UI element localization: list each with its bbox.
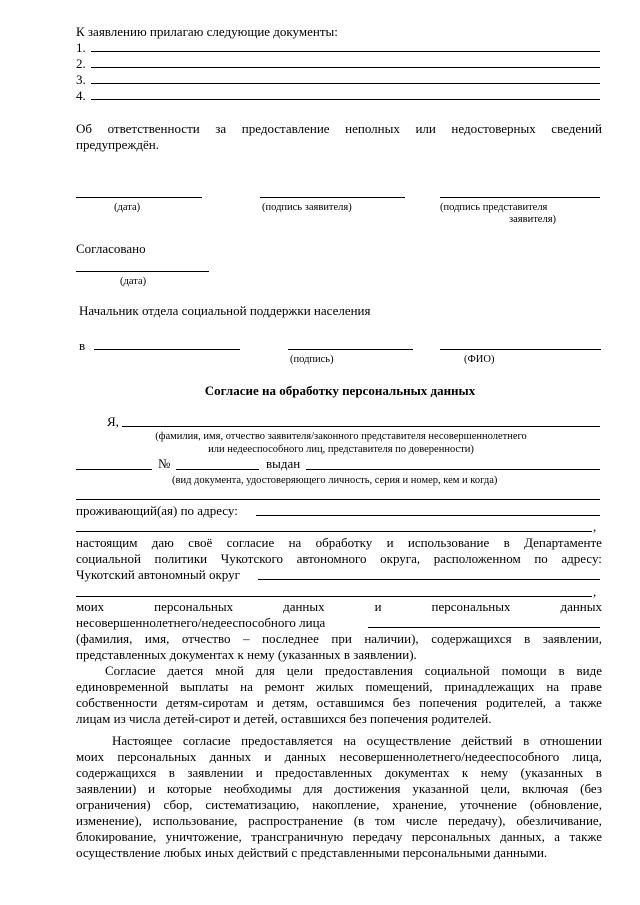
- attachment-item-4-number: 4.: [76, 88, 86, 103]
- para2-line-6: изменение), использование, распространение (в том числе передачу), обезличивание,: [76, 813, 602, 828]
- approval-head-title: Начальник отдела социальной поддержки населения: [79, 303, 371, 318]
- representative-signature-caption-1: (подпись представителя: [440, 202, 548, 213]
- attachment-item-2-number: 2.: [76, 56, 86, 71]
- para1-line-3: собственности детям-сиротам и детям, оставшимся без попечения родителей, а также: [76, 695, 602, 710]
- applicant-signature-caption: (подпись заявителя): [262, 202, 352, 213]
- para1-line-2: единовременной выплаты на ремонт жилых помещений, принадлежащих на праве: [76, 679, 602, 694]
- residing-label: проживающий(ая) по адресу:: [76, 503, 238, 518]
- doc-issued-label: выдан: [266, 456, 301, 471]
- attachment-item-2-line[interactable]: [91, 67, 600, 68]
- doc-number-line[interactable]: [176, 469, 259, 470]
- consent-line-a: настоящим даю своё согласие на обработку и использование в Департаменте: [76, 535, 602, 550]
- consent-title: Согласие на обработку персональных данных: [204, 383, 476, 398]
- applicant-signature-line[interactable]: [260, 197, 405, 198]
- attachment-item-3-line[interactable]: [91, 83, 600, 84]
- para2-line-3: содержащихся в заявлении и предоставленных документах к нему (указанных в: [76, 765, 602, 780]
- consent-region: Чукотский автономный округ: [76, 567, 240, 582]
- approval-signature-caption: (подпись): [290, 354, 334, 365]
- address-comma: ,: [593, 519, 597, 534]
- address-line-2[interactable]: [76, 531, 592, 532]
- doc-extra-line[interactable]: [76, 499, 600, 500]
- para2-line-4: заявлении) и которые необходимы для достижения указанной цели, включая (без: [76, 781, 602, 796]
- attachments-intro: К заявлению прилагаю следующие документы:: [76, 24, 338, 39]
- para2-line-5: ограничения) сбор, систематизацию, накопление, хранение, уточнение (обновление,: [76, 797, 602, 812]
- doc-series-line[interactable]: [76, 469, 152, 470]
- para2-line-8: осуществление любых иных действий с представленными персональными данными.: [76, 845, 548, 860]
- para2-line-2: моих персональных данных и данных несовершеннолетнего/недееспособного лица,: [76, 749, 602, 764]
- consent-i-prefix: Я,: [107, 414, 119, 429]
- consent-line-e: (фамилия, имя, отчество – последнее при наличии), содержащихся в заявлении,: [76, 631, 602, 646]
- approval-fio-line[interactable]: [440, 349, 601, 350]
- region-address-line-1[interactable]: [258, 579, 600, 580]
- date-line[interactable]: [76, 197, 202, 198]
- warning-line-2: предупреждён.: [76, 137, 159, 152]
- region-address-comma: ,: [593, 584, 597, 599]
- consent-fio-line[interactable]: [122, 426, 600, 427]
- para1-line-4: лицам из числа детей-сирот и детей, оставшихся без попечения родителей.: [76, 711, 492, 726]
- para2-line-1: Настоящее согласие предоставляется на осуществление действий в отношении: [112, 733, 602, 748]
- attachment-item-4-line[interactable]: [91, 99, 600, 100]
- approval-date-line[interactable]: [76, 271, 209, 272]
- para1-line-1: Согласие дается мной для цели предоставления социальной помощи в виде: [105, 663, 602, 678]
- region-address-line-2[interactable]: [76, 596, 592, 597]
- consent-fio-note-1: (фамилия, имя, отчество заявителя/законного представителя несовершеннолетнего: [155, 431, 527, 442]
- consent-line-f: представленных документах к нему (указанных в заявлении).: [76, 647, 417, 662]
- representative-signature-caption-2: заявителя): [509, 214, 557, 225]
- approval-department-line[interactable]: [94, 349, 240, 350]
- date-caption: (дата): [114, 202, 141, 213]
- consent-line-d: несовершеннолетнего/недееспособного лица: [76, 615, 326, 630]
- attachment-item-1-line[interactable]: [91, 51, 600, 52]
- doc-number-sign: №: [158, 456, 171, 471]
- approval-signature-line[interactable]: [288, 349, 413, 350]
- para2-line-7: блокирование, уничтожение, трансграничную передачу персональных данных, а также: [76, 829, 602, 844]
- attachment-item-1-number: 1.: [76, 40, 86, 55]
- doc-note: (вид документа, удостоверяющего личность, серия и номер, кем и когда): [172, 475, 498, 486]
- approval-fio-caption: (ФИО): [464, 354, 495, 365]
- representative-signature-line[interactable]: [440, 197, 600, 198]
- approval-date-caption: (дата): [120, 276, 147, 287]
- doc-issued-line[interactable]: [306, 469, 600, 470]
- warning-line-1: Об ответственности за предоставление неполных или недостоверных сведений: [76, 121, 602, 136]
- consent-fio-note-2: или недееспособного лиц, представителя по доверенности): [208, 444, 474, 455]
- attachment-item-3-number: 3.: [76, 72, 86, 87]
- address-line-1[interactable]: [256, 515, 600, 516]
- consent-line-c: моих персональных данных и персональных данных: [76, 599, 602, 614]
- approval-agreed: Согласовано: [76, 241, 146, 256]
- minor-fio-line[interactable]: [368, 627, 600, 628]
- consent-line-b: социальной политики Чукотского автономного округа, расположенном по адресу:: [76, 551, 602, 566]
- approval-in-prefix: в: [79, 338, 86, 353]
